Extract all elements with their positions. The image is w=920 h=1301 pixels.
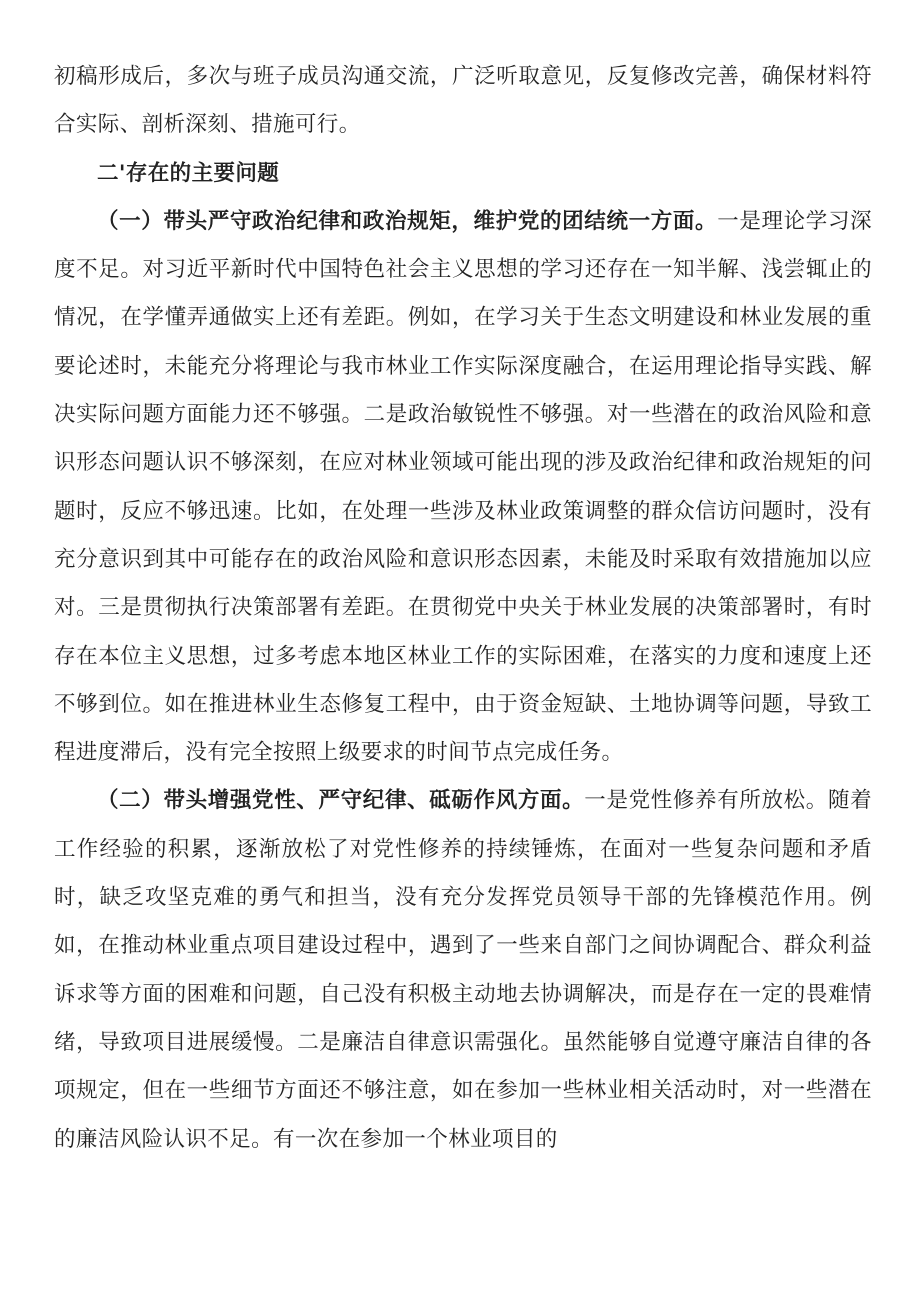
section-2-lead: （二）带头增强党性、严守纪律、砥砺作风方面。	[97, 788, 585, 814]
section-heading-main-problems: 二'存在的主要问题	[97, 160, 280, 186]
paragraph-section-2	[54, 777, 872, 1163]
section-2-body: 一是党性修养有所放松。随着工作经验的积累，逐渐放松了对党性修养的持续锤炼，在面对一些复杂问题和矛盾时，缺乏攻坚克难的勇气和担当，没有充分发挥党员领导干部的先锋模范作用。例如，在推动林业重点项目建设过程中，遇到了一些来自部门之间协调配合、群众利益诉求等方面的困难和问题，自己没有积极主动地去协调解决，而是存在一定的畏难情绪，导致项目进展缓慢。二是廉洁自律意识需强化。虽然能够自觉遵守廉洁自律的各项规定，但在一些细节方面还不够注意，如在参加一些林业相关活动时，对一些潜在的廉洁风险认识不足。有一次在参加一个林业项目的	[54, 788, 872, 1152]
paragraph-section-1	[54, 198, 872, 778]
section-1-lead: （一）带头严守政治纪律和政治规矩，维护党的团结统一方面。	[97, 208, 718, 234]
document-page	[54, 53, 872, 1164]
section-1-body: 一是理论学习深度不足。对习近平新时代中国特色社会主义思想的学习还存在一知半解、浅尝辄止的情况，在学懂弄通做实上还有差距。例如，在学习关于生态文明建设和林业发展的重要论述时，未能充分将理论与我市林业工作实际深度融合，在运用理论指导实践、解决实际问题方面能力还不够强。二是政治敏锐性不够强。对一些潜在的政治风险和意识形态问题认识不够深刻，在应对林业领域可能出现的涉及政治纪律和政治规矩的问题时，反应不够迅速。比如，在处理一些涉及林业政策调整的群众信访问题时，没有充分意识到其中可能存在的政治风险和意识形态因素，未能及时采取有效措施加以应对。三是贯彻执行决策部署有差距。在贯彻党中央关于林业发展的决策部署时，有时存在本位主义思想，过多考虑本地区林业工作的实际困难，在落实的力度和速度上还不够到位。如在推进林业生态修复工程中，由于资金短缺、土地协调等问题，导致工程进度滞后，没有完全按照上级要求的时间节点完成任务。	[54, 208, 873, 766]
paragraph-intro: 初稿形成后，多次与班子成员沟通交流，广泛听取意见，反复修改完善，确保材料符合实际、剖析深刻、措施可行。	[54, 64, 872, 138]
